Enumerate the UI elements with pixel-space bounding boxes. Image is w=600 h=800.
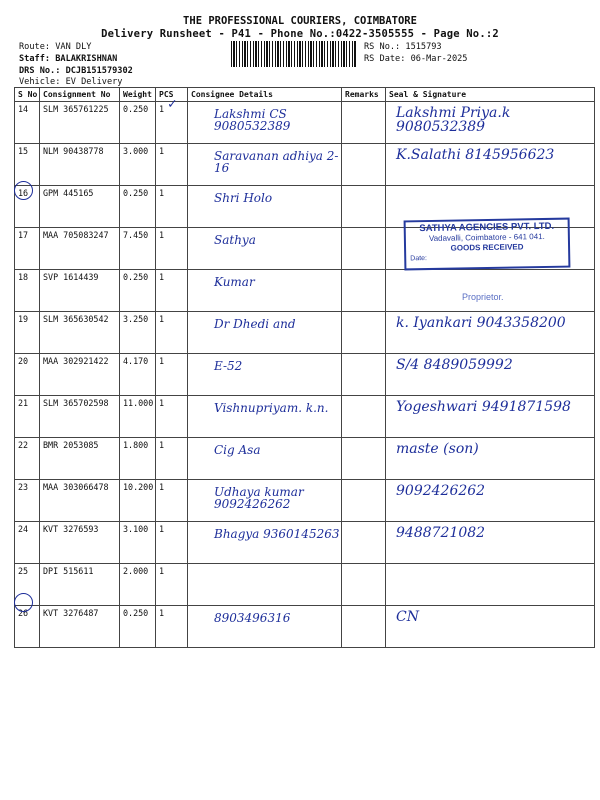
cell-consignee xyxy=(188,438,342,480)
cell-pcs: 1 xyxy=(156,480,188,522)
staff-label: Staff: BALAKRISHNAN xyxy=(19,54,118,64)
cell-weight: 4.170 xyxy=(120,354,156,396)
cell-weight: 7.450 xyxy=(120,228,156,270)
handwritten-consignee: Udhaya kumar 9092426262 xyxy=(214,485,304,511)
cell-pcs: 1 xyxy=(156,354,188,396)
cell-sno: 25 xyxy=(15,564,40,606)
cell-weight: 3.100 xyxy=(120,522,156,564)
cell-remarks xyxy=(342,270,386,312)
stamp-status: GOODS RECEIVED xyxy=(450,242,524,253)
drs-label: DRS No.: DCJB151579302 xyxy=(19,66,133,76)
cell-sno: 18 xyxy=(15,270,40,312)
cell-pcs: 1 xyxy=(156,186,188,228)
cell-pcs: 1 xyxy=(156,564,188,606)
cell-consignee xyxy=(188,396,342,438)
cell-signature xyxy=(386,522,595,564)
company-stamp xyxy=(404,218,571,271)
company-title: THE PROFESSIONAL COURIERS, COIMBATORE xyxy=(183,15,417,27)
cell-consignment: MAA 705083247 xyxy=(40,228,120,270)
cell-remarks xyxy=(342,144,386,186)
cell-consignee xyxy=(188,186,342,228)
col-remarks: Remarks xyxy=(342,88,386,102)
table-header xyxy=(15,88,595,102)
vehicle-label: Vehicle: EV Delivery xyxy=(19,77,123,87)
cell-sno: 17 xyxy=(15,228,40,270)
table-row xyxy=(15,522,595,564)
cell-remarks xyxy=(342,564,386,606)
cell-signature xyxy=(386,480,595,522)
cell-weight: 11.000 xyxy=(120,396,156,438)
handwritten-consignee: Saravanan adhiya 2-16 xyxy=(214,149,339,175)
handwritten-signature: S/4 8489059992 xyxy=(396,357,513,373)
cell-consignment: SLM 365761225 xyxy=(40,102,120,144)
rs-date: RS Date: 06-Mar-2025 xyxy=(364,54,468,64)
cell-consignee xyxy=(188,354,342,396)
cell-consignee xyxy=(188,606,342,648)
cell-sno: 24 xyxy=(15,522,40,564)
cell-pcs: 1 xyxy=(156,270,188,312)
table-row xyxy=(15,606,595,648)
cell-signature xyxy=(386,144,595,186)
cell-pcs: 1 xyxy=(156,228,188,270)
table-row xyxy=(15,438,595,480)
cell-consignee xyxy=(188,522,342,564)
cell-consignment: NLM 90438778 xyxy=(40,144,120,186)
cell-consignee xyxy=(188,564,342,606)
cell-consignment: SVP 1614439 xyxy=(40,270,120,312)
handwritten-consignee: Lakshmi CS 9080532389 xyxy=(214,107,291,133)
cell-consignment: MAA 302921422 xyxy=(40,354,120,396)
cell-remarks xyxy=(342,312,386,354)
cell-sno: 20 xyxy=(15,354,40,396)
cell-weight: 10.200 xyxy=(120,480,156,522)
cell-pcs: 1 xyxy=(156,396,188,438)
cell-remarks xyxy=(342,354,386,396)
cell-consignee xyxy=(188,102,342,144)
cell-remarks xyxy=(342,186,386,228)
handwritten-consignee: E-52 xyxy=(214,359,243,373)
cell-consignment: SLM 365702598 xyxy=(40,396,120,438)
handwritten-signature: maste (son) xyxy=(396,441,479,457)
table-row xyxy=(15,564,595,606)
cell-signature xyxy=(386,270,595,312)
cell-weight: 2.000 xyxy=(120,564,156,606)
cell-pcs: 1 xyxy=(156,522,188,564)
cell-remarks xyxy=(342,396,386,438)
col-sno: S No xyxy=(15,88,40,102)
cell-signature xyxy=(386,606,595,648)
tick-mark: ✓ xyxy=(168,96,177,112)
cell-signature xyxy=(386,396,595,438)
cell-remarks xyxy=(342,438,386,480)
cell-signature xyxy=(386,354,595,396)
runsheet-table xyxy=(14,87,595,648)
handwritten-signature: K.Salathi 8145956623 xyxy=(396,147,555,163)
cell-signature xyxy=(386,438,595,480)
cell-remarks xyxy=(342,102,386,144)
table-row xyxy=(15,354,595,396)
route-label: Route: VAN DLY xyxy=(19,42,92,52)
handwritten-consignee: Cig Asa xyxy=(214,443,261,457)
cell-weight: 1.800 xyxy=(120,438,156,480)
cell-weight: 0.250 xyxy=(120,102,156,144)
table-row xyxy=(15,270,595,312)
stamp-name: SATHYA AGENCIES PVT. LTD. xyxy=(419,220,555,235)
table-row xyxy=(15,396,595,438)
cell-signature xyxy=(386,102,595,144)
runsheet-title: Delivery Runsheet - P41 - Phone No.:0422-3505555 - Page No.:2 xyxy=(101,28,499,40)
cell-consignment: GPM 445165 xyxy=(40,186,120,228)
handwritten-consignee: Sathya xyxy=(214,233,256,247)
rs-number: RS No.: 1515793 xyxy=(364,42,442,52)
cell-weight: 0.250 xyxy=(120,606,156,648)
cell-weight: 0.250 xyxy=(120,186,156,228)
col-consignment: Consignment No xyxy=(40,88,120,102)
cell-sno: 23 xyxy=(15,480,40,522)
handwritten-signature: CN xyxy=(396,609,419,625)
cell-remarks xyxy=(342,606,386,648)
cell-consignee xyxy=(188,228,342,270)
handwritten-consignee: Kumar xyxy=(214,275,255,289)
cell-consignment: KVT 3276487 xyxy=(40,606,120,648)
cell-consignment: BMR 2053085 xyxy=(40,438,120,480)
cell-pcs: 1 xyxy=(156,102,188,144)
table-row xyxy=(15,102,595,144)
cell-weight: 3.250 xyxy=(120,312,156,354)
cell-signature xyxy=(386,564,595,606)
handwritten-signature: 9092426262 xyxy=(396,483,486,499)
handwritten-consignee: Vishnupriyam. k.n. xyxy=(214,401,329,415)
table-row xyxy=(15,144,595,186)
cell-sno: 15 xyxy=(15,144,40,186)
cell-consignee xyxy=(188,270,342,312)
handwritten-signature: 9488721082 xyxy=(396,525,486,541)
cell-consignment: SLM 365630542 xyxy=(40,312,120,354)
handwritten-consignee: Bhagya 9360145263 xyxy=(214,527,340,541)
col-pcs: PCS xyxy=(156,88,188,102)
handwritten-signature: Lakshmi Priya.k 9080532389 xyxy=(396,105,511,135)
cell-consignment: KVT 3276593 xyxy=(40,522,120,564)
cell-sno: 22 xyxy=(15,438,40,480)
table-row xyxy=(15,480,595,522)
cell-sno: 21 xyxy=(15,396,40,438)
cell-weight: 3.000 xyxy=(120,144,156,186)
col-weight: Weight xyxy=(120,88,156,102)
cell-remarks xyxy=(342,228,386,270)
handwritten-consignee: Dr Dhedi and xyxy=(214,317,296,331)
cell-pcs: 1 xyxy=(156,312,188,354)
cell-sno: 26 xyxy=(15,606,40,648)
col-consignee: Consignee Details xyxy=(188,88,342,102)
cell-consignee xyxy=(188,480,342,522)
handwritten-consignee: Shri Holo xyxy=(214,191,273,205)
table-row xyxy=(15,312,595,354)
stamp-address: Vadavalli, Coimbatore - 641 041. xyxy=(428,231,545,244)
circle-mark-26 xyxy=(14,593,33,612)
cell-pcs: 1 xyxy=(156,144,188,186)
handwritten-signature: k. Iyankari 9043358200 xyxy=(396,315,566,331)
barcode xyxy=(231,41,357,67)
cell-consignee xyxy=(188,144,342,186)
cell-remarks xyxy=(342,480,386,522)
handwritten-signature: Yogeshwari 9491871598 xyxy=(396,399,571,415)
cell-signature xyxy=(386,312,595,354)
cell-remarks xyxy=(342,522,386,564)
col-signature: Seal & Signature xyxy=(386,88,595,102)
handwritten-consignee: 8903496316 xyxy=(214,611,291,625)
cell-weight: 0.250 xyxy=(120,270,156,312)
cell-consignment: MAA 303066478 xyxy=(40,480,120,522)
circle-mark-16 xyxy=(14,181,33,200)
cell-pcs: 1 xyxy=(156,438,188,480)
stamp-date: Date: xyxy=(410,255,428,263)
stamp-proprietor: Proprietor. xyxy=(462,292,504,302)
cell-sno: 19 xyxy=(15,312,40,354)
cell-consignment: DPI 515611 xyxy=(40,564,120,606)
cell-consignee xyxy=(188,312,342,354)
cell-sno: 16 xyxy=(15,186,40,228)
cell-pcs: 1 xyxy=(156,606,188,648)
cell-sno: 14 xyxy=(15,102,40,144)
